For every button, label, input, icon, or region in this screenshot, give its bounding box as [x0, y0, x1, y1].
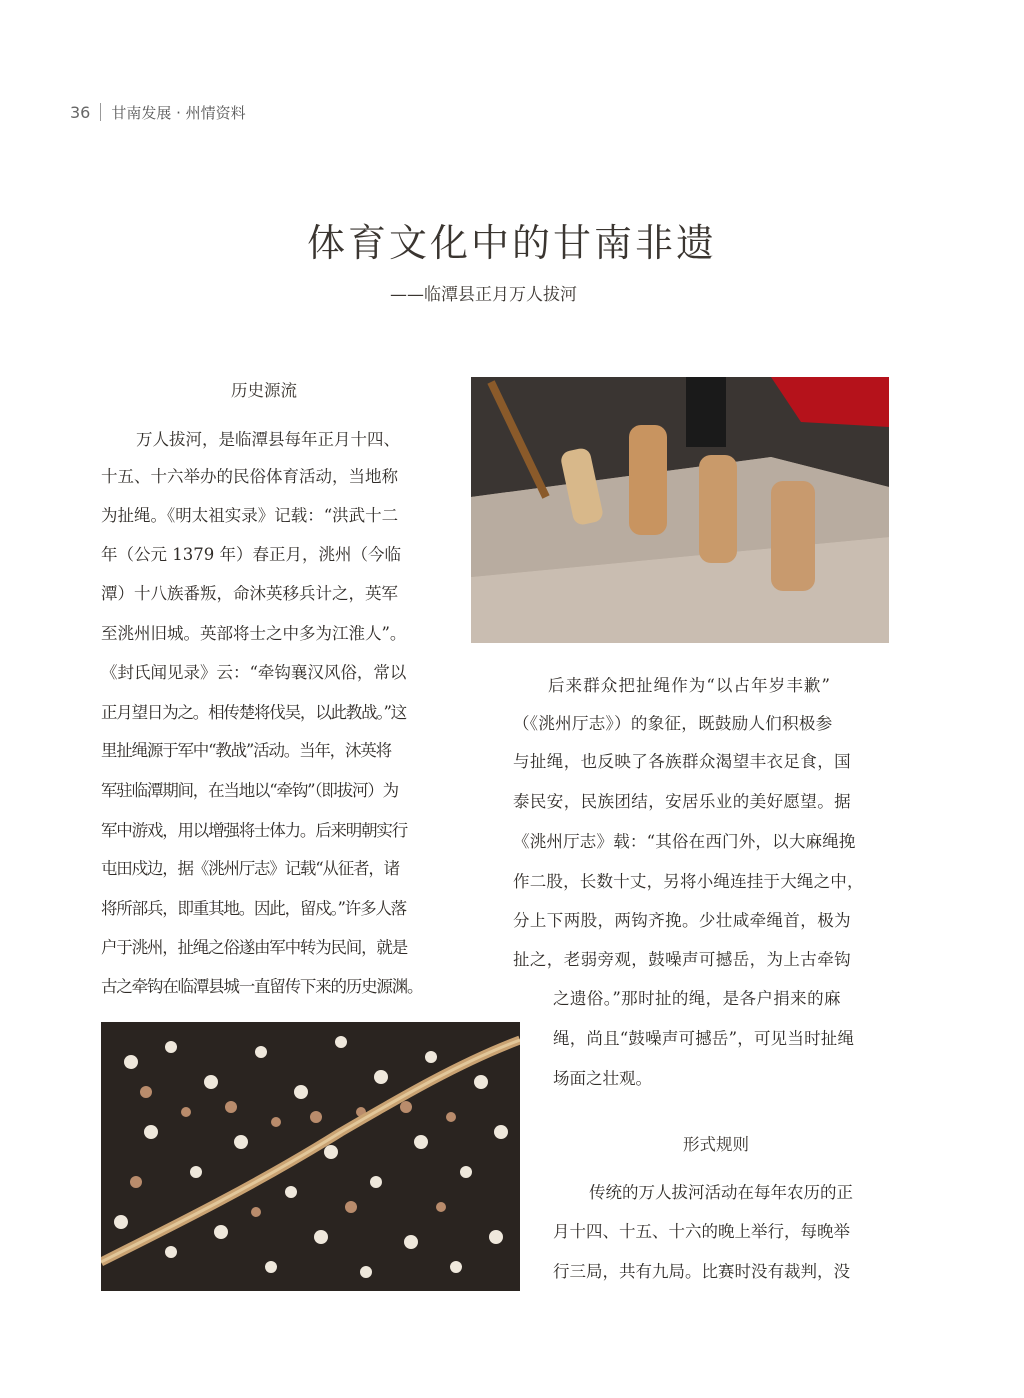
body-line: 为扯绳。《明太祖实录》记载：“洪武十二: [101, 506, 399, 525]
body-line: 十五、十六举办的民俗体育活动，当地称: [101, 467, 398, 486]
page-number: 36: [70, 102, 91, 122]
body-line: 传统的万人拔河活动在每年农历的正: [589, 1183, 853, 1202]
article-title: 体育文化中的甘南非遗: [306, 221, 717, 265]
body-line: 军中游戏，用以增强将士体力。后来明朝实行: [101, 821, 408, 840]
body-line: 将所部兵，即重其地。因此，留戍。”许多人落: [101, 899, 406, 918]
body-line: 泰民安，民族团结，安居乐业的美好愿望。据: [513, 792, 851, 811]
header-divider: [100, 103, 101, 121]
body-line: 至洮州旧城。英部将士之中多为江淮人”。: [101, 624, 407, 643]
section-heading-history: 历史源流: [231, 381, 297, 400]
section-heading-rules: 形式规则: [683, 1135, 749, 1154]
body-line: 绳，尚且“鼓噪声可撼岳”，可见当时扯绳: [553, 1029, 855, 1048]
body-line: 里扯绳源于军中“教战”活动。当年，沐英将: [101, 741, 391, 760]
body-line: （《洮州厅志》）的象征，既鼓励人们积极参: [513, 714, 833, 733]
photo-tug-of-war-crowd: [101, 1022, 520, 1291]
body-line: 后来群众把扯绳作为“以占年岁丰歉”: [548, 676, 832, 695]
body-line: 潭）十八族番叛，命沐英移兵计之，英军: [101, 584, 398, 603]
body-line: 《封氏闻见录》云：“牵钩襄汉风俗，常以: [101, 663, 407, 682]
body-line: 屯田戍边，据《洮州厅志》记载“从征者，诸: [101, 859, 399, 878]
body-line: 扯之，老弱旁观，鼓噪声可撼岳，为上古牵钩: [513, 950, 851, 969]
article-subtitle: ——临潭县正月万人拔河: [390, 285, 577, 305]
body-line: 军驻临潭期间，在当地以“牵钩”（即拔河）为: [101, 781, 398, 800]
photo-wooden-stakes: [471, 377, 889, 643]
body-line: 月十四、十五、十六的晚上举行，每晚举: [553, 1222, 850, 1241]
body-line: 万人拔河，是临潭县每年正月十四、: [136, 430, 400, 449]
body-line: 年（公元 1379 年）春正月，洮州（今临: [101, 545, 401, 564]
body-line: 古之牵钩在临潭县城一直留传下来的历史源渊。: [101, 977, 423, 996]
page-header: [70, 100, 246, 124]
body-line: 作二股，长数十丈，另将小绳连挂于大绳之中，: [513, 872, 864, 891]
publication-name: 甘南发展 · 州情资料: [111, 103, 246, 122]
body-line: 户于洮州，扯绳之俗遂由军中转为民间，就是: [101, 938, 408, 957]
body-line: 行三局，共有九局。比赛时没有裁判，没: [553, 1262, 850, 1281]
body-line: 分上下两股，两钩齐挽。少壮咸牵绳首，极为: [513, 911, 851, 930]
body-line: 之遗俗。”那时扯的绳，是各户捐来的麻: [553, 989, 841, 1008]
body-line: 与扯绳，也反映了各族群众渴望丰衣足食，国: [513, 752, 851, 771]
body-line: 《洮州厅志》载：“其俗在西门外，以大麻绳挽: [513, 832, 856, 851]
body-line: 正月望日为之。相传楚将伐吴，以此教战。”这: [101, 703, 406, 722]
body-line: 场面之壮观。: [553, 1069, 652, 1088]
